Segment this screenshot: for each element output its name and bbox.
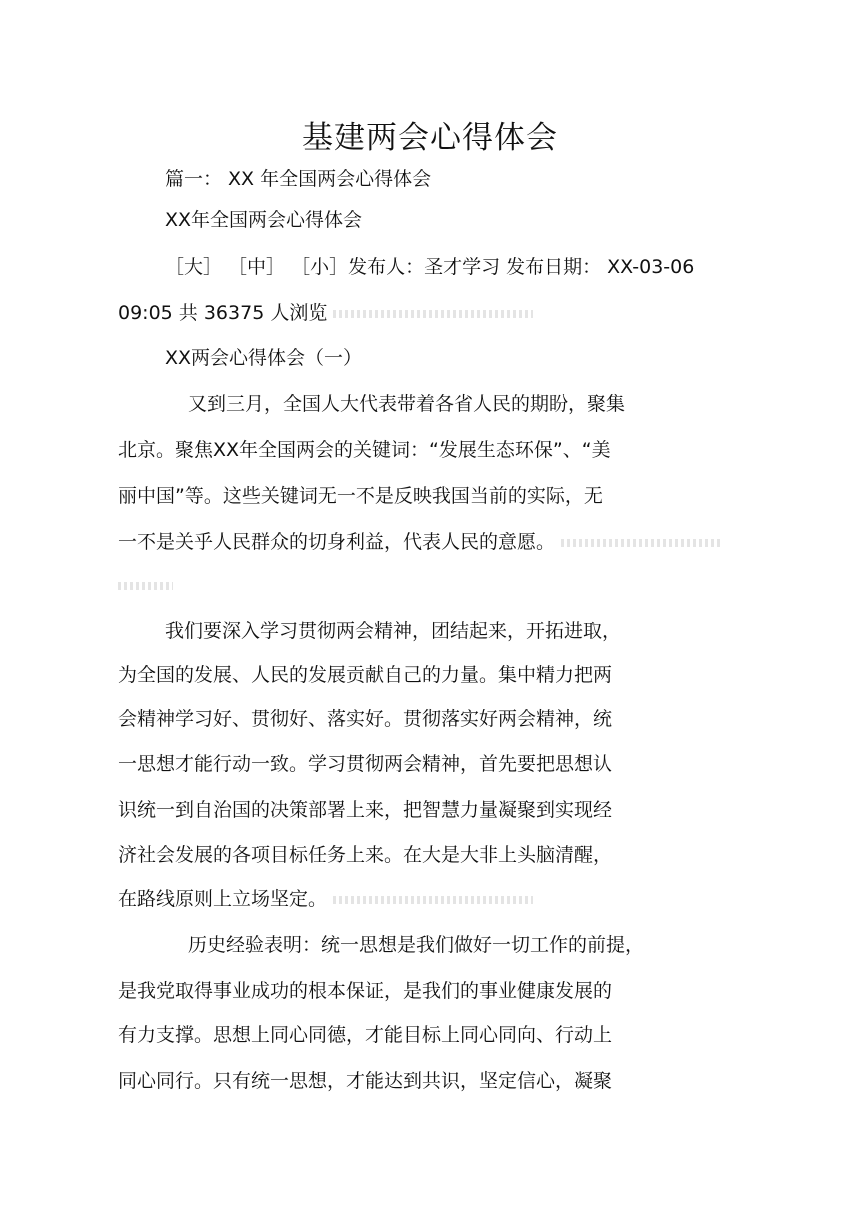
- paragraph-2-line-3: 会精神学习好、贯彻好、落实好。贯彻落实好两会精神，统: [118, 708, 613, 730]
- paragraph-1-line-1: 又到三月，全国人大代表带着各省人民的期盼，聚集: [188, 393, 626, 415]
- paragraph-3-line-3: 有力支撑。思想上同心同德，才能目标上同心同向、行动上: [118, 1024, 613, 1046]
- article-meta-text: 09:05 共 36375 人浏览: [118, 302, 328, 324]
- article-subtitle: XX年全国两会心得体会: [165, 209, 363, 231]
- paragraph-3-line-1: 历史经验表明：统一思想是我们做好一切工作的前提，: [188, 934, 645, 956]
- faint-watermark: [333, 310, 533, 318]
- paragraph-2-line-7-text: 在路线原则上立场坚定。: [118, 888, 328, 910]
- faint-watermark: [561, 539, 721, 547]
- paragraph-1-line-2: 北京。聚焦XX年全国两会的关键词：“发展生态环保”、“美: [118, 439, 611, 461]
- paragraph-3-line-4: 同心同行。只有统一思想，才能达到共识，坚定信心，凝聚: [118, 1070, 613, 1092]
- paragraph-2-line-5: 识统一到自治国的决策部署上来，把智慧力量凝聚到实现经: [118, 799, 613, 821]
- paragraph-1-line-4: [118, 529, 721, 555]
- paragraph-2-line-6: 济社会发展的各项目标任务上来。在大是大非上头脑清醒，: [118, 844, 613, 866]
- paragraph-1-line-3: 丽中国”等。这些关键词无一不是反映我国当前的实际，无: [118, 485, 603, 507]
- article-meta-line-2: [118, 300, 533, 326]
- paragraph-2-line-7: [118, 886, 533, 912]
- article-meta-line-1: ［大］ ［中］ ［小］发布人：圣才学习 发布日期： XX-03-06: [165, 256, 695, 278]
- paragraph-2-line-2: 为全国的发展、人民的发展贡献自己的力量。集中精力把两: [118, 664, 613, 686]
- paragraph-1-line-4-text: 一不是关乎人民群众的切身利益，代表人民的意愿。: [118, 531, 556, 553]
- faint-watermark: [118, 582, 173, 590]
- chapter-heading: 篇一： XX 年全国两会心得体会: [165, 168, 432, 190]
- document-title: 基建两会心得体会: [302, 120, 558, 156]
- section-heading: XX两会心得体会（一）: [165, 347, 363, 369]
- paragraph-2-line-1: 我们要深入学习贯彻两会精神，团结起来，开拓进取，: [165, 620, 622, 642]
- faint-watermark-row: [118, 572, 173, 598]
- paragraph-2-line-4: 一思想才能行动一致。学习贯彻两会精神，首先要把思想认: [118, 753, 613, 775]
- faint-watermark: [333, 896, 533, 904]
- paragraph-3-line-2: 是我党取得事业成功的根本保证，是我们的事业健康发展的: [118, 980, 613, 1002]
